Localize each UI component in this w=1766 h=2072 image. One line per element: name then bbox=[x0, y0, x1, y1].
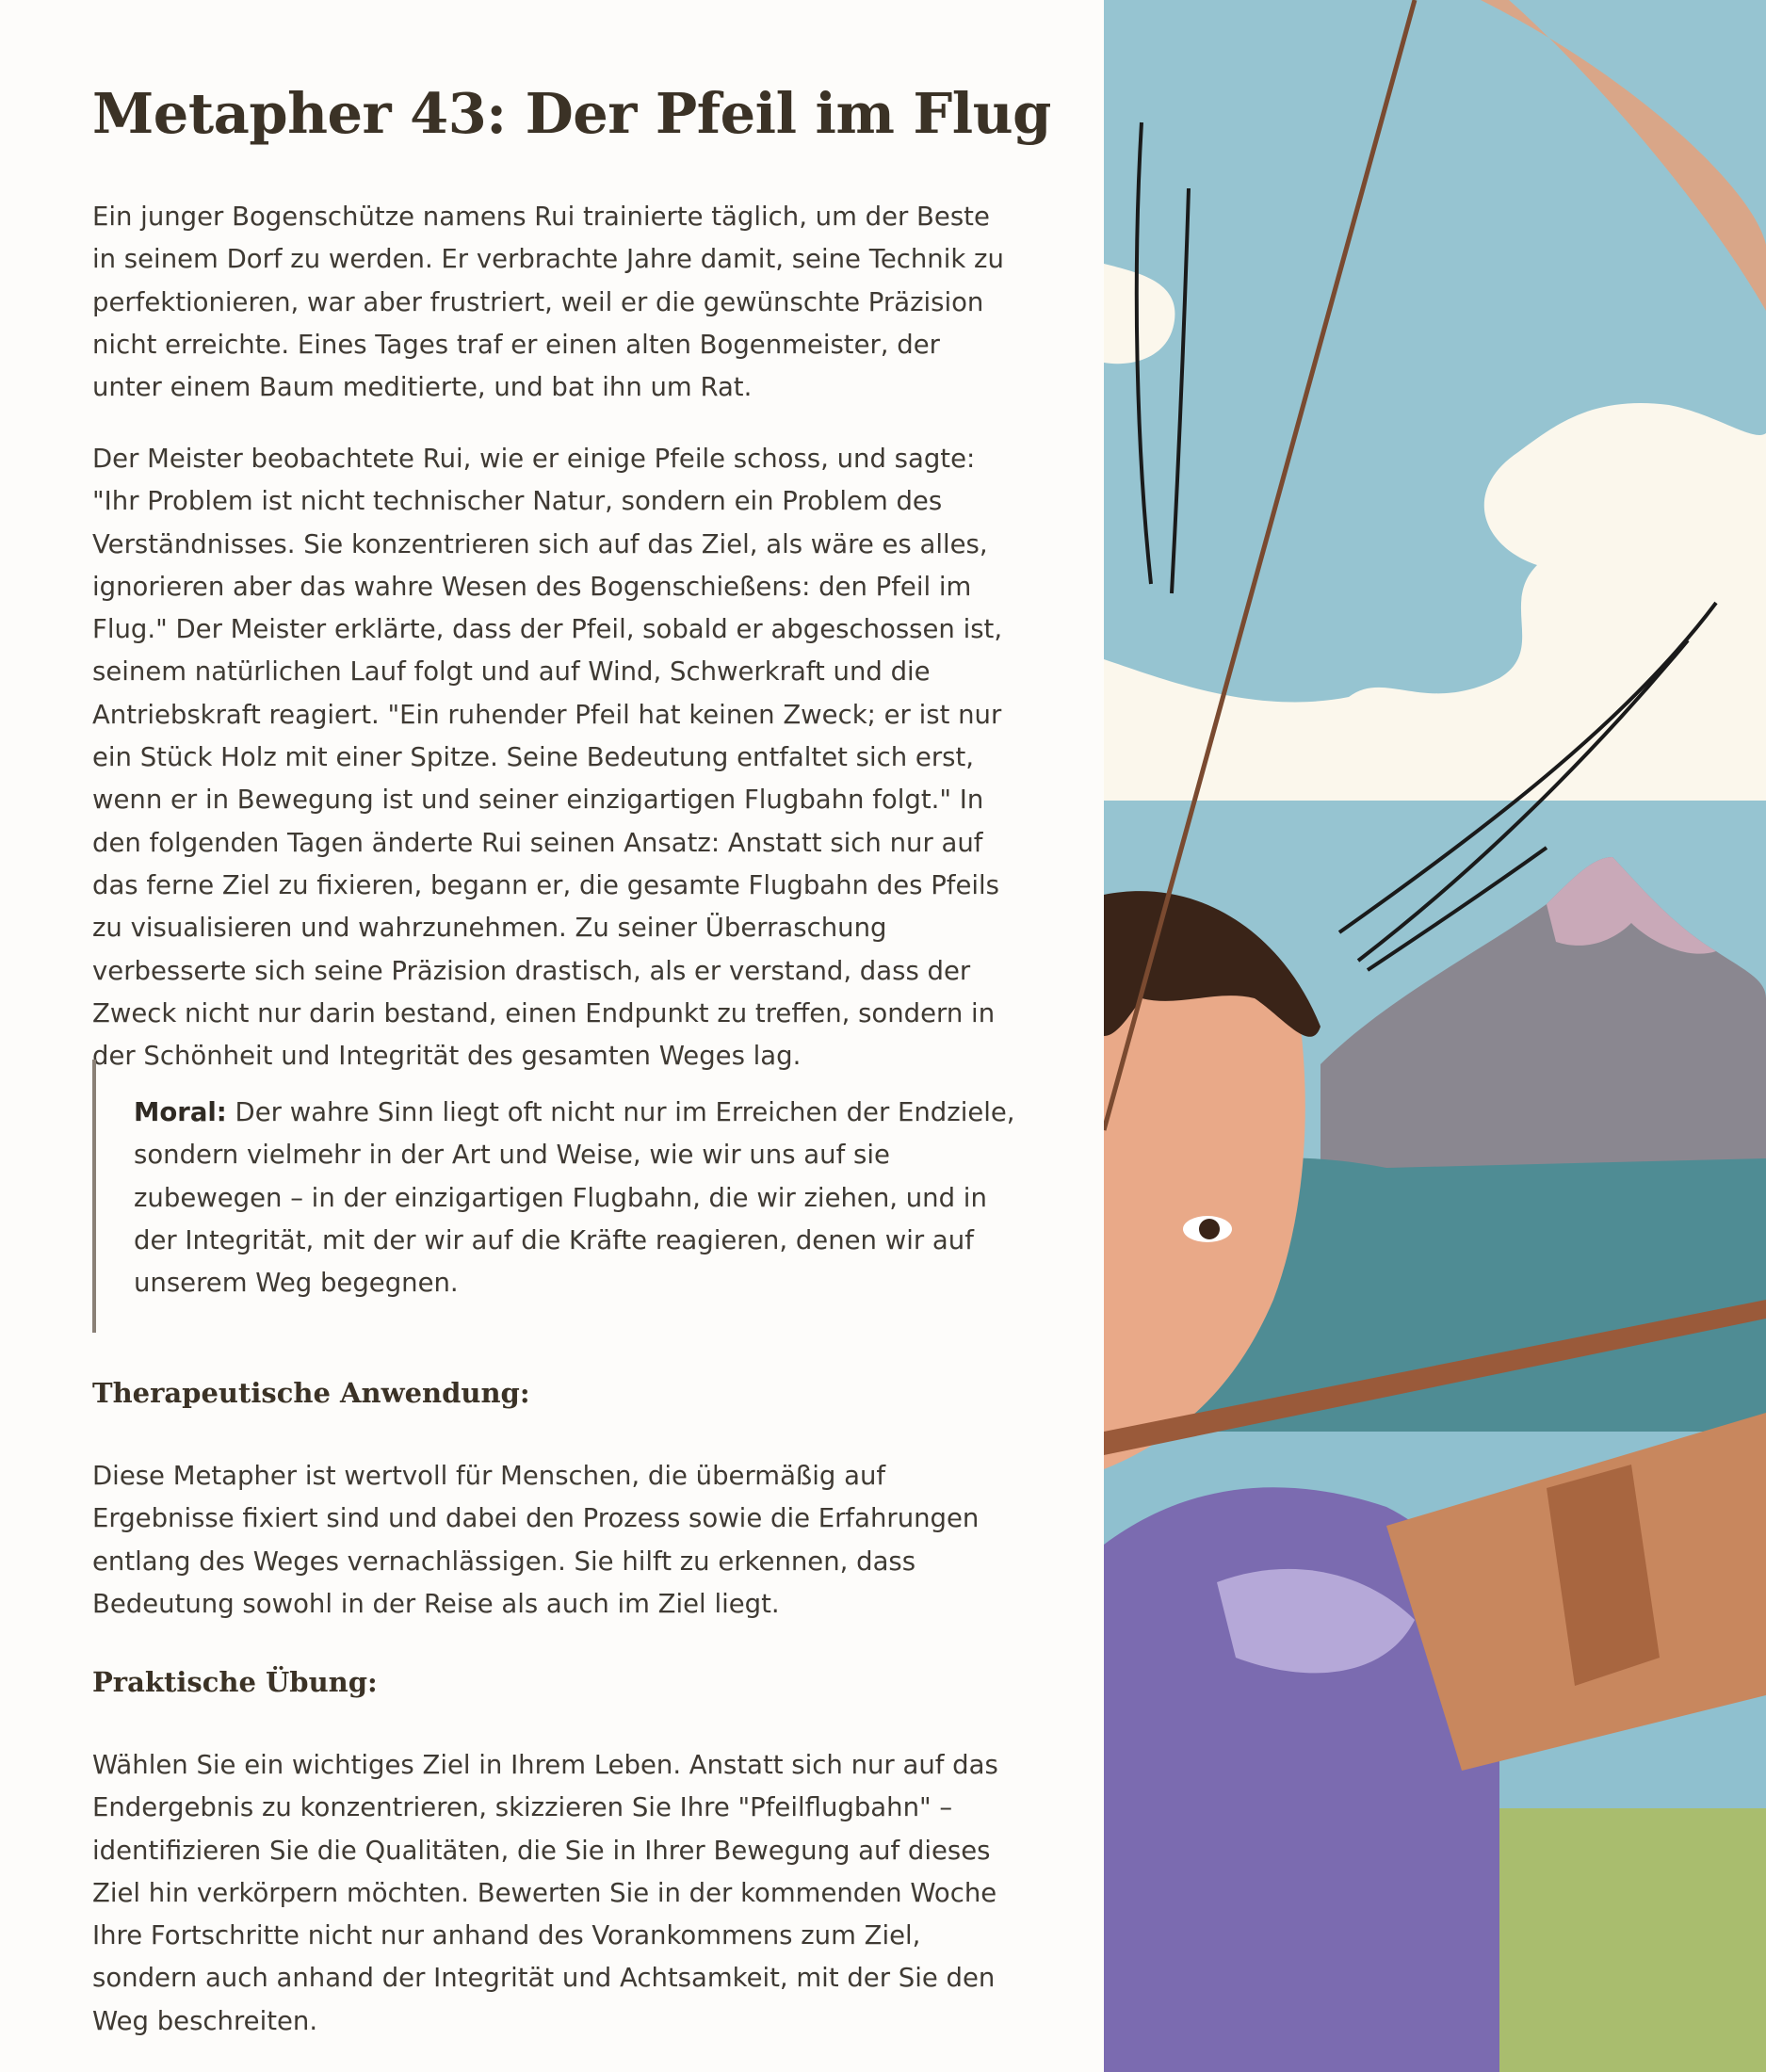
story-paragraph-1: Ein junger Bogenschütze namens Rui trainierte täglich, um der Beste in seinem Dorf zu werden. Er verbrachte Jahre damit, seine Technik zu perfektionieren, war aber frustriert, weil er die gewünschte Präzision nicht erreichte. Eines Tages traf er einen alten Bogenmeister, der unter einem Baum meditierte, und bat ihn um Rat. bbox=[92, 202, 1004, 403]
therapeutic-application-heading: Therapeutische Anwendung: bbox=[92, 1377, 530, 1409]
page-title: Metapher 43: Der Pfeil im Flug bbox=[92, 81, 1051, 146]
practical-exercise-heading: Praktische Übung: bbox=[92, 1666, 378, 1698]
moral-text-block bbox=[134, 1092, 1019, 1304]
archer-illustration bbox=[1104, 0, 1766, 2072]
moral-label: Moral: bbox=[134, 1097, 227, 1127]
practical-exercise-text: Wählen Sie ein wichtiges Ziel in Ihrem Leben. Anstatt sich nur auf das Endergebnis zu konzentrieren, skizzieren Sie Ihre "Pfeilflugbahn" – identifizieren Sie die Qualitäten, die Sie in Ihrer Bewegung auf dieses Ziel hin verkörpern möchten. Bewerten Sie in der kommenden Woche Ihre Fortschritte nicht nur anhand des Vorankommens zum Ziel, sondern auch anhand der Integrität und Achtsamkeit, mit der Sie den Weg beschreiten. bbox=[92, 1750, 998, 2036]
archer-illustration-image bbox=[1104, 0, 1766, 2072]
moral-text: Der wahre Sinn liegt oft nicht nur im Erreichen der Endziele, sondern vielmehr in der Art und Weise, wie wir uns auf sie zubewegen – in der einzigartigen Flugbahn, die wir ziehen, und in der Integrität, mit der wir auf die Kräfte reagieren, denen wir auf unserem Weg begegnen. bbox=[134, 1097, 1015, 1299]
therapeutic-application-text: Diese Metapher ist wertvoll für Menschen, die übermäßig auf Ergebnisse fixiert sind und dabei den Prozess sowie die Erfahrungen entlang des Weges vernachlässigen. Sie hilft zu erkennen, dass Bedeutung sowohl in der Reise als auch im Ziel liegt. bbox=[92, 1461, 980, 1619]
story-paragraph-2: Der Meister beobachtete Rui, wie er einige Pfeile schoss, und sagte: "Ihr Problem ist nicht technischer Natur, sondern ein Problem des Verständnisses. Sie konzentrieren sich auf das Ziel, als wäre es alles, ignorieren aber das wahre Wesen des Bogenschießens: den Pfeil im Flug." Der Meister erklärte, dass der Pfeil, sobald er abgeschossen ist, seinem natürlichen Lauf folgt und auf Wind, Schwerkraft und die Antriebskraft reagiert. "Ein ruhender Pfeil hat keinen Zweck; er ist nur ein Stück Holz mit einer Spitze. Seine Bedeutung entfaltet sich erst, wenn er in Bewegung ist und seiner einzigartigen Flugbahn folgt." In den folgenden Tagen änderte Rui seinen Ansatz: Anstatt sich nur auf das ferne Ziel zu fixieren, begann er, die gesamte Flugbahn des Pfeils zu visualisieren und wahrzunehmen. Zu seiner Überraschung verbesserte sich seine Präzision drastisch, als er verstand, dass der Zweck nicht nur darin bestand, einen Endpunkt zu treffen, sondern in der Schönheit und Integrität des gesamten Weges lag. bbox=[92, 444, 1003, 1072]
moral-blockquote bbox=[92, 1060, 1019, 1333]
